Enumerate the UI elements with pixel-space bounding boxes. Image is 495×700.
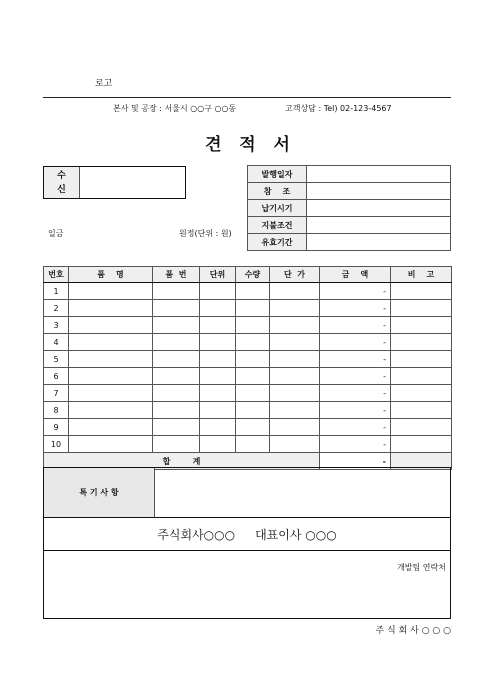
table-cell[interactable]	[200, 419, 236, 436]
amount-unit: 원정(단위 : 원)	[179, 229, 232, 238]
address-text: 본사 및 공장 : 서울시 ○○구 ○○동	[113, 104, 237, 113]
table-cell[interactable]	[153, 317, 200, 334]
table-cell[interactable]	[236, 368, 270, 385]
table-row	[44, 402, 452, 419]
logo-text: 로고	[95, 79, 113, 89]
info-value-field[interactable]	[307, 234, 451, 251]
row-number: 2	[44, 300, 69, 317]
table-cell[interactable]	[391, 300, 452, 317]
table-cell[interactable]	[270, 334, 320, 351]
info-table	[247, 165, 451, 251]
row-amount: -	[320, 334, 391, 351]
table-cell[interactable]	[69, 368, 153, 385]
table-cell[interactable]	[69, 419, 153, 436]
footer-company: 주 식 회 사 ○ ○ ○	[375, 626, 451, 636]
table-cell[interactable]	[270, 300, 320, 317]
table-cell[interactable]	[200, 300, 236, 317]
info-row	[248, 234, 451, 251]
table-cell[interactable]	[270, 368, 320, 385]
table-cell[interactable]	[236, 334, 270, 351]
row-amount: -	[320, 419, 391, 436]
header-divider	[43, 97, 451, 98]
table-cell[interactable]	[69, 436, 153, 453]
recipient-field[interactable]	[80, 167, 185, 198]
phone-text: 고객상담 : Tel) 02-123-4567	[285, 104, 392, 113]
table-cell[interactable]	[270, 283, 320, 300]
column-header: 단 가	[270, 267, 320, 283]
table-cell[interactable]	[153, 436, 200, 453]
special-notes-label: 특 기 사 항	[44, 468, 155, 517]
row-amount: -	[320, 402, 391, 419]
recipient-label-line2: 신	[57, 184, 66, 195]
contact-box	[43, 550, 451, 619]
column-header: 수량	[236, 267, 270, 283]
table-row	[44, 385, 452, 402]
special-notes-field[interactable]	[155, 468, 450, 517]
table-cell[interactable]	[200, 385, 236, 402]
table-cell[interactable]	[236, 402, 270, 419]
table-cell[interactable]	[270, 402, 320, 419]
recipient-label-line1: 수	[57, 170, 66, 181]
recipient-label	[44, 167, 80, 198]
info-label: 참 조	[248, 183, 307, 200]
table-row	[44, 351, 452, 368]
table-cell[interactable]	[391, 419, 452, 436]
table-cell[interactable]	[69, 385, 153, 402]
info-label: 발행일자	[248, 166, 307, 183]
table-cell[interactable]	[236, 385, 270, 402]
info-label: 지불조건	[248, 217, 307, 234]
info-value-field[interactable]	[307, 200, 451, 217]
table-cell[interactable]	[200, 334, 236, 351]
table-cell[interactable]	[236, 283, 270, 300]
table-row	[44, 368, 452, 385]
row-number: 9	[44, 419, 69, 436]
table-cell[interactable]	[200, 351, 236, 368]
row-amount: -	[320, 368, 391, 385]
info-row	[248, 200, 451, 217]
table-cell[interactable]	[270, 436, 320, 453]
table-cell[interactable]	[270, 385, 320, 402]
info-row	[248, 183, 451, 200]
table-row	[44, 334, 452, 351]
table-row	[44, 436, 452, 453]
row-amount: -	[320, 351, 391, 368]
info-label: 납기시기	[248, 200, 307, 217]
column-header: 단위	[200, 267, 236, 283]
special-notes	[43, 467, 451, 518]
table-cell[interactable]	[200, 436, 236, 453]
row-amount: -	[320, 283, 391, 300]
table-cell[interactable]	[153, 419, 200, 436]
table-cell[interactable]	[69, 351, 153, 368]
table-cell[interactable]	[391, 317, 452, 334]
ceo-name: 대표이사 ○○○	[255, 527, 337, 542]
table-cell[interactable]	[391, 402, 452, 419]
table-cell[interactable]	[391, 283, 452, 300]
row-number: 1	[44, 283, 69, 300]
table-cell[interactable]	[153, 283, 200, 300]
total-label: 합 계	[44, 453, 320, 470]
info-label: 유효기간	[248, 234, 307, 251]
table-row	[44, 283, 452, 300]
column-header: 번호	[44, 267, 69, 283]
row-number: 7	[44, 385, 69, 402]
page-title: 견 적 서	[205, 135, 290, 155]
column-header: 품 번	[153, 267, 200, 283]
table-cell[interactable]	[153, 402, 200, 419]
quote-table	[43, 266, 452, 470]
table-cell[interactable]	[391, 385, 452, 402]
contact-label: 개발팀 연락처	[397, 563, 446, 572]
info-value-field[interactable]	[307, 183, 451, 200]
table-row	[44, 419, 452, 436]
table-cell[interactable]	[200, 317, 236, 334]
table-cell[interactable]	[270, 351, 320, 368]
table-cell[interactable]	[200, 283, 236, 300]
company-name: 주식회사○○○	[157, 527, 236, 542]
row-amount: -	[320, 300, 391, 317]
amount-ilgeum: 일금	[48, 229, 64, 238]
row-number: 10	[44, 436, 69, 453]
table-cell[interactable]	[69, 283, 153, 300]
table-cell[interactable]	[69, 402, 153, 419]
row-amount: -	[320, 385, 391, 402]
column-header: 비 고	[391, 267, 452, 283]
row-number: 8	[44, 402, 69, 419]
recipient-box	[43, 166, 186, 199]
table-cell[interactable]	[153, 385, 200, 402]
table-cell[interactable]	[200, 402, 236, 419]
table-cell[interactable]	[153, 368, 200, 385]
table-cell[interactable]	[270, 317, 320, 334]
table-cell[interactable]	[391, 368, 452, 385]
table-cell[interactable]	[69, 300, 153, 317]
column-header: 품 명	[69, 267, 153, 283]
row-amount: -	[320, 317, 391, 334]
row-number: 5	[44, 351, 69, 368]
info-value-field[interactable]	[307, 217, 451, 234]
company-line	[43, 517, 451, 551]
table-cell[interactable]	[69, 334, 153, 351]
column-header: 금 액	[320, 267, 391, 283]
table-cell[interactable]	[236, 351, 270, 368]
info-row	[248, 217, 451, 234]
row-number: 3	[44, 317, 69, 334]
table-cell[interactable]	[69, 317, 153, 334]
row-number: 4	[44, 334, 69, 351]
row-amount: -	[320, 436, 391, 453]
table-cell[interactable]	[236, 436, 270, 453]
info-value-field[interactable]	[307, 166, 451, 183]
table-cell[interactable]	[391, 436, 452, 453]
table-cell[interactable]	[153, 300, 200, 317]
table-cell[interactable]	[153, 351, 200, 368]
table-cell[interactable]	[236, 317, 270, 334]
table-cell[interactable]	[236, 419, 270, 436]
total-amount: -	[320, 453, 391, 470]
table-cell[interactable]	[200, 368, 236, 385]
table-cell[interactable]	[270, 419, 320, 436]
table-cell[interactable]	[391, 334, 452, 351]
table-cell[interactable]	[236, 300, 270, 317]
info-row	[248, 166, 451, 183]
table-cell[interactable]	[391, 351, 452, 368]
table-row	[44, 317, 452, 334]
table-row	[44, 300, 452, 317]
table-cell[interactable]	[153, 334, 200, 351]
row-number: 6	[44, 368, 69, 385]
